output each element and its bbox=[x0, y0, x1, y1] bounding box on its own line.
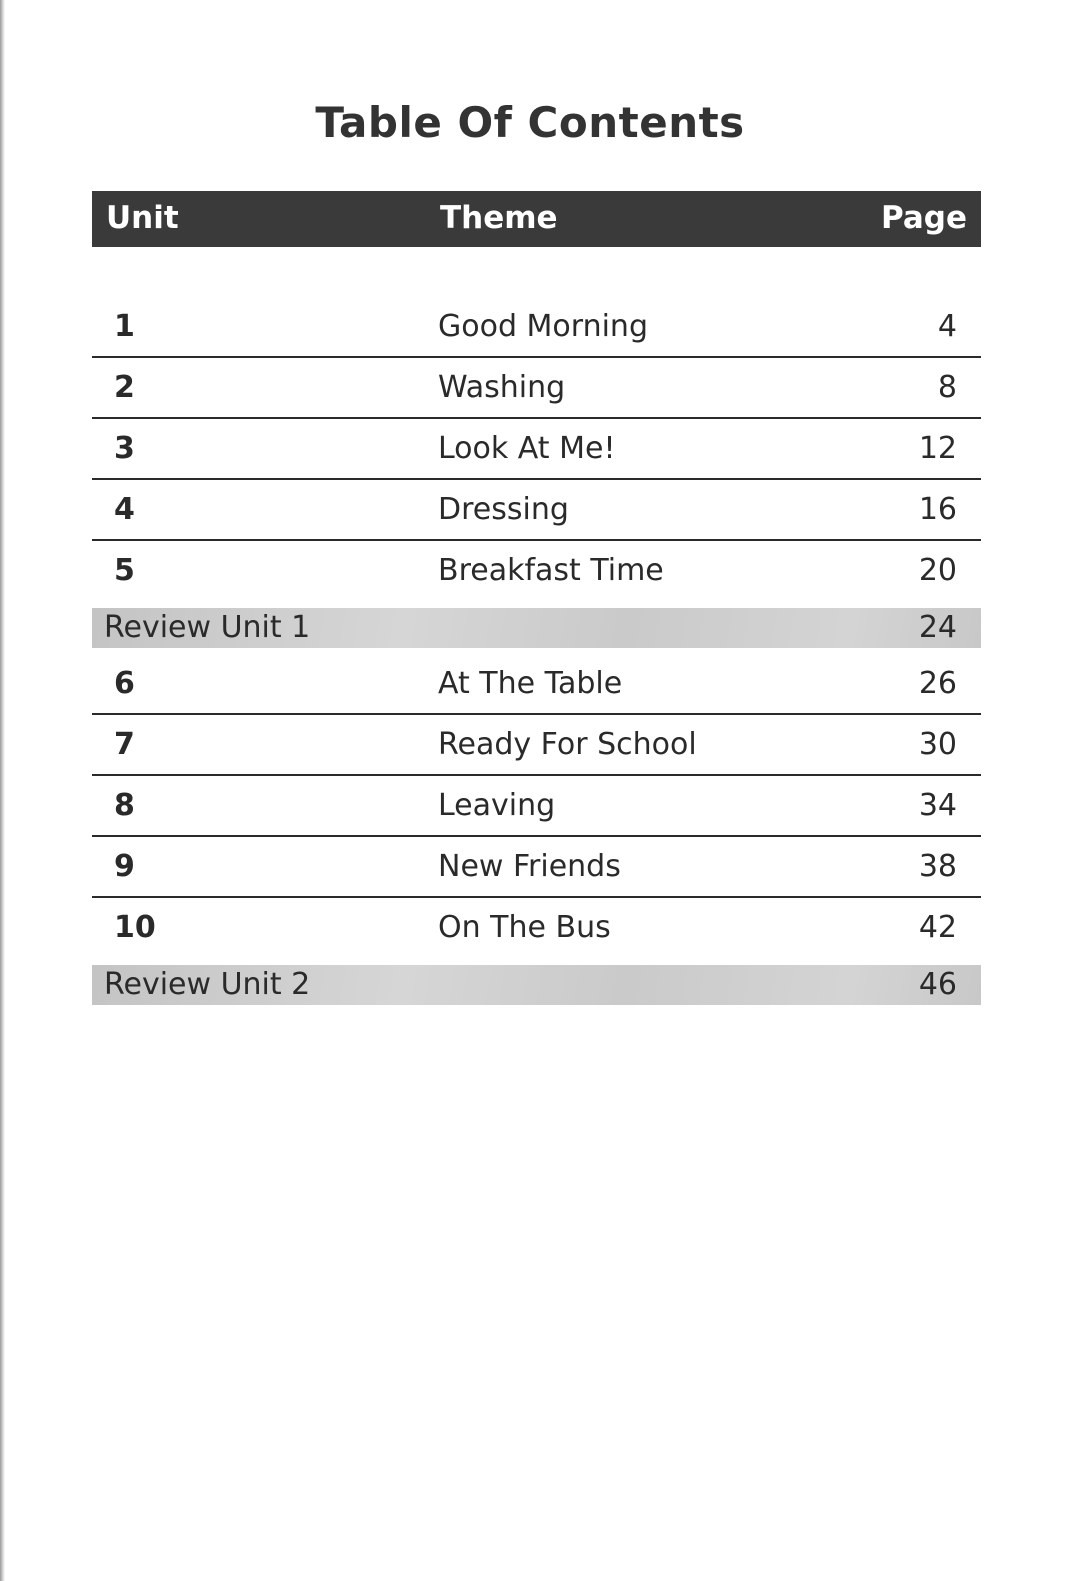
page-number: 26 bbox=[918, 666, 957, 701]
header-theme: Theme bbox=[440, 200, 558, 236]
review-row[interactable] bbox=[92, 608, 981, 648]
page-number: 42 bbox=[918, 910, 957, 945]
page-number: 46 bbox=[918, 967, 957, 1002]
theme-title: Washing bbox=[438, 370, 566, 405]
theme-title: Breakfast Time bbox=[438, 553, 664, 588]
table-row[interactable] bbox=[92, 776, 981, 837]
review-row[interactable] bbox=[92, 965, 981, 1005]
theme-title: New Friends bbox=[438, 849, 621, 884]
unit-number: 6 bbox=[114, 666, 135, 701]
unit-number: 9 bbox=[114, 849, 135, 884]
review-label: Review Unit 2 bbox=[104, 967, 311, 1002]
table-row[interactable] bbox=[92, 297, 981, 358]
page-number: 4 bbox=[937, 309, 957, 344]
unit-number: 8 bbox=[114, 788, 135, 823]
theme-title: Look At Me! bbox=[438, 431, 616, 466]
page-number: 38 bbox=[918, 849, 957, 884]
table-row[interactable] bbox=[92, 715, 981, 776]
page-number: 30 bbox=[918, 727, 957, 762]
unit-number: 5 bbox=[114, 553, 135, 588]
table-body bbox=[92, 297, 981, 1005]
page-number: 16 bbox=[918, 492, 957, 527]
theme-title: Good Morning bbox=[438, 309, 648, 344]
table-header bbox=[92, 191, 981, 247]
toc-table bbox=[92, 191, 981, 1011]
table-row[interactable] bbox=[92, 837, 981, 898]
theme-title: Leaving bbox=[438, 788, 556, 823]
unit-number: 3 bbox=[114, 431, 135, 466]
unit-number: 1 bbox=[114, 309, 135, 344]
theme-title: At The Table bbox=[438, 666, 623, 701]
page-number: 20 bbox=[918, 553, 957, 588]
page-number: 34 bbox=[918, 788, 957, 823]
table-row[interactable] bbox=[92, 898, 981, 959]
table-row[interactable] bbox=[92, 480, 981, 541]
page-number: 8 bbox=[937, 370, 957, 405]
table-row[interactable] bbox=[92, 654, 981, 715]
page-number: 12 bbox=[918, 431, 957, 466]
table-row[interactable] bbox=[92, 358, 981, 419]
theme-title: Dressing bbox=[438, 492, 569, 527]
page-number: 24 bbox=[918, 610, 957, 645]
page-edge bbox=[0, 0, 5, 1581]
theme-title: On The Bus bbox=[438, 910, 611, 945]
unit-number: 2 bbox=[114, 370, 135, 405]
header-page: Page bbox=[880, 200, 967, 236]
table-row[interactable] bbox=[92, 419, 981, 480]
theme-title: Ready For School bbox=[438, 727, 697, 762]
header-unit: Unit bbox=[106, 200, 179, 236]
page-title: Table Of Contents bbox=[315, 98, 745, 147]
table-row[interactable] bbox=[92, 541, 981, 602]
unit-number: 4 bbox=[114, 492, 135, 527]
unit-number: 10 bbox=[114, 910, 156, 945]
review-label: Review Unit 1 bbox=[104, 610, 311, 645]
unit-number: 7 bbox=[114, 727, 135, 762]
